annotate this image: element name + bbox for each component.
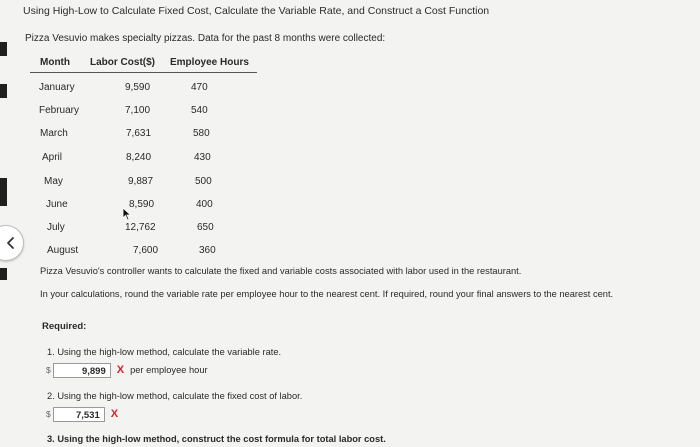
- incorrect-x-icon: X: [110, 408, 119, 420]
- header-employee-hours: Employee Hours: [170, 57, 249, 68]
- cell-employee-hours: 430: [194, 152, 211, 163]
- currency-symbol: $: [46, 365, 51, 375]
- unit-label: per employee hour: [130, 365, 208, 375]
- intro-text: Pizza Vesuvio makes specialty pizzas. Data for the past 8 months were collected:: [25, 33, 386, 44]
- chevron-left-icon: [3, 235, 19, 251]
- window-edge-bar: [0, 268, 7, 280]
- table-header-rule: [30, 72, 257, 73]
- cell-labor-cost: 7,631: [126, 128, 152, 139]
- header-month: Month: [40, 57, 70, 68]
- cell-employee-hours: 500: [195, 176, 212, 187]
- cell-month: August: [47, 245, 79, 256]
- cell-labor-cost: 8,240: [126, 152, 152, 163]
- currency-symbol: $: [46, 409, 51, 419]
- window-edge-bar: [0, 84, 7, 98]
- controller-paragraph: Pizza Vesuvio's controller wants to calculate the fixed and variable costs associated with labor used in the restaurant.: [40, 266, 522, 276]
- question-1-answer-row: [46, 361, 208, 379]
- question-3-text: 3. Using the high-low method, construct the cost formula for total labor cost.: [47, 434, 386, 444]
- question-2-answer-row: [46, 405, 118, 423]
- window-edge-bar: [0, 178, 7, 206]
- header-labor-cost: Labor Cost($): [90, 57, 155, 68]
- rounding-instructions: In your calculations, round the variable rate per employee hour to the nearest cent. If required, round your final answers to the nearest cent.: [40, 289, 614, 299]
- fixed-cost-input[interactable]: 7,531: [53, 407, 105, 422]
- cell-labor-cost: 7,100: [125, 105, 151, 116]
- cell-month: March: [40, 128, 68, 139]
- cell-month: May: [44, 176, 63, 187]
- back-nav-button[interactable]: [0, 225, 24, 261]
- question-2-text: 2. Using the high-low method, calculate the fixed cost of labor.: [47, 391, 303, 401]
- cell-labor-cost: 8,590: [129, 199, 155, 210]
- required-heading: Required:: [42, 321, 87, 332]
- cell-month: April: [42, 152, 63, 163]
- variable-rate-input[interactable]: 9,899: [53, 363, 111, 378]
- cell-month: July: [47, 222, 65, 233]
- cell-employee-hours: 360: [199, 245, 216, 256]
- incorrect-x-icon: X: [116, 364, 125, 376]
- cell-month: February: [39, 105, 80, 116]
- cell-labor-cost: 9,590: [125, 82, 151, 93]
- problem-title: Using High-Low to Calculate Fixed Cost, Calculate the Variable Rate, and Construct a Cost Function: [23, 5, 490, 17]
- cell-employee-hours: 540: [191, 105, 208, 116]
- cell-labor-cost: 7,600: [133, 245, 159, 256]
- mouse-cursor-icon: [122, 207, 132, 221]
- cell-labor-cost: 12,762: [125, 222, 156, 233]
- cell-employee-hours: 580: [193, 128, 210, 139]
- window-edge-bar: [0, 42, 7, 56]
- question-1-text: 1. Using the high-low method, calculate the variable rate.: [47, 347, 282, 357]
- cell-employee-hours: 650: [197, 222, 214, 233]
- cell-employee-hours: 400: [196, 199, 213, 210]
- cell-labor-cost: 9,887: [128, 176, 154, 187]
- cell-month: June: [46, 199, 68, 210]
- cell-employee-hours: 470: [191, 82, 208, 93]
- cell-month: January: [39, 82, 75, 93]
